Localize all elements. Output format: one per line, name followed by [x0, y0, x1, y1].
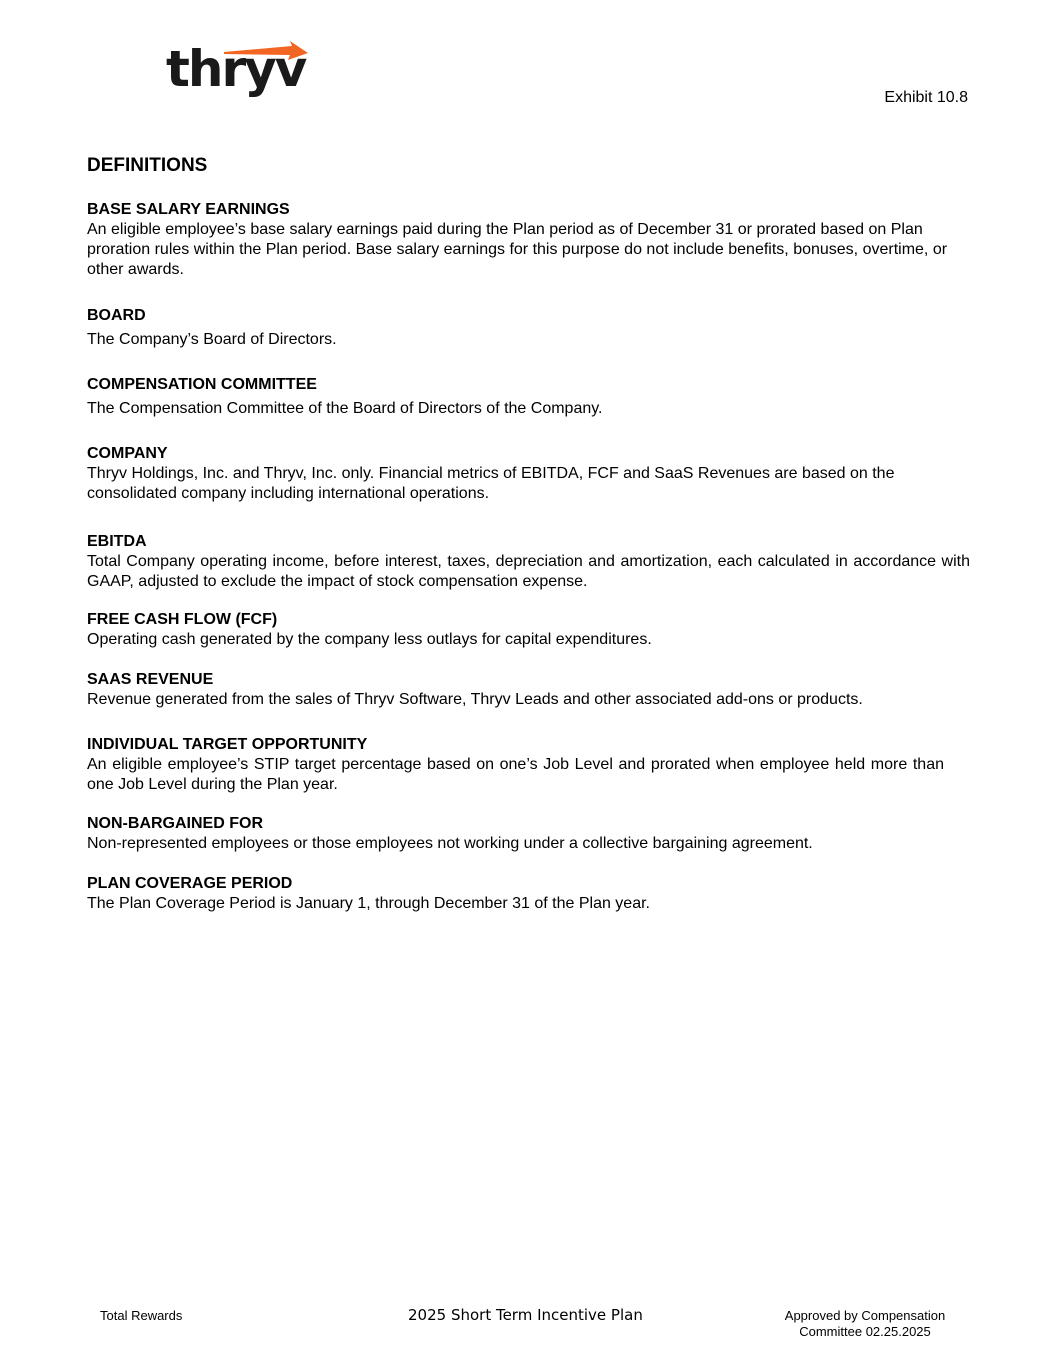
definitions-list: [87, 200, 970, 914]
definition-individual-target-opportunity: [87, 735, 970, 795]
footer-approval-line-1: Approved by Compensation: [784, 1308, 946, 1323]
definition-compensation-committee: [87, 375, 970, 419]
definition-term: PLAN COVERAGE PERIOD: [87, 875, 293, 892]
definition-text: The Company’s Board of Directors.: [87, 331, 337, 348]
footer-approval-note: [770, 1308, 960, 1340]
definition-term: NON-BARGAINED FOR: [87, 815, 263, 832]
definition-term: INDIVIDUAL TARGET OPPORTUNITY: [87, 736, 368, 753]
definition-text: Operating cash generated by the company less outlays for capital expenditures.: [87, 631, 652, 648]
definition-board: [87, 306, 970, 350]
definition-term: EBITDA: [87, 533, 147, 550]
definition-free-cash-flow: [87, 610, 970, 650]
definition-plan-coverage-period: [87, 874, 970, 914]
definition-text: An eligible employee’s STIP target percentage based on one’s Job Level and prorated when employee held more than one Job Level during the Plan year.: [87, 756, 944, 793]
footer-approval-line-2: Committee 02.25.2025: [799, 1324, 931, 1339]
definition-text: Non-represented employees or those employees not working under a collective bargaining agreement.: [87, 835, 813, 852]
page-title: DEFINITIONS: [87, 155, 208, 176]
footer-department: Total Rewards: [100, 1308, 183, 1323]
definition-non-bargained-for: [87, 814, 970, 854]
definition-text: Revenue generated from the sales of Thryv Software, Thryv Leads and other associated add-ons or products.: [87, 691, 863, 708]
exhibit-number: Exhibit 10.8: [884, 89, 968, 106]
definition-text: Thryv Holdings, Inc. and Thryv, Inc. only. Financial metrics of EBITDA, FCF and SaaS Revenues are based on the consolidated company including international operations.: [87, 465, 895, 502]
definition-saas-revenue: [87, 670, 970, 710]
definition-text: The Plan Coverage Period is January 1, through December 31 of the Plan year.: [87, 895, 650, 912]
definition-term: BASE SALARY EARNINGS: [87, 201, 290, 218]
definition-text: Total Company operating income, before interest, taxes, depreciation and amortization, each calculated in accordance with GAAP, adjusted to exclude the impact of stock compensation expense.: [87, 553, 970, 590]
definition-ebitda: [87, 532, 970, 592]
company-logo: [166, 40, 312, 102]
definition-text: The Compensation Committee of the Board of Directors of the Company.: [87, 400, 603, 417]
definition-base-salary-earnings: [87, 200, 970, 280]
footer-document-title: 2025 Short Term Incentive Plan: [408, 1306, 643, 1324]
definition-company: [87, 444, 970, 504]
definition-term: FREE CASH FLOW (FCF): [87, 611, 278, 628]
definition-term: COMPANY: [87, 445, 168, 462]
definition-text: An eligible employee’s base salary earnings paid during the Plan period as of December 31 or prorated based on Plan proration rules within the Plan period. Base salary earnings for this purpose do not include benefits, bonuses, overtime, or other awards.: [87, 221, 948, 278]
definition-term: BOARD: [87, 307, 146, 324]
definition-term: SAAS REVENUE: [87, 671, 214, 688]
definition-term: COMPENSATION COMMITTEE: [87, 376, 317, 393]
logo-wordmark: thryv: [166, 40, 306, 98]
